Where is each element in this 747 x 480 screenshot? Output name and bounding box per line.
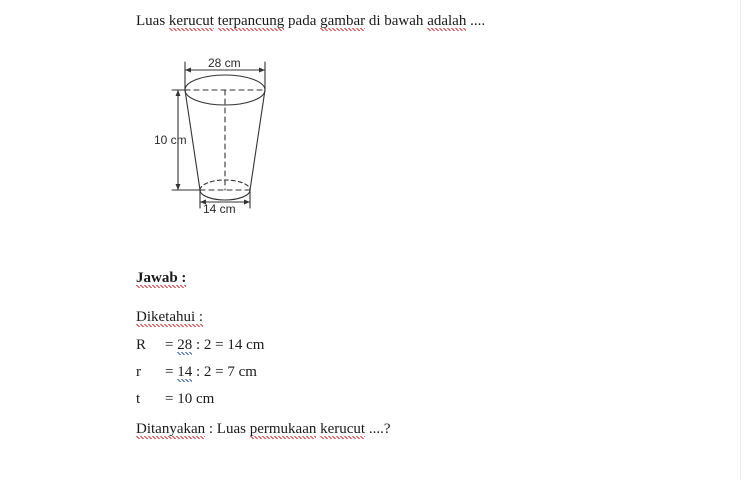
question-word-kerucut: kerucut [168,13,214,29]
question-word-terpancung: terpancung [217,13,285,29]
calc-result-t: 10 cm [177,391,215,407]
calc-row-r [136,364,257,381]
known-heading-text: Diketahui : [136,309,204,325]
right-slant-edge [250,90,265,190]
top-diameter-label: 28 cm [208,56,241,70]
calc-result-R: 14 cm [227,337,265,353]
known-heading [136,309,203,326]
question-word-gambar: gambar [320,13,366,29]
asked-word-permukaan: permukaan [249,421,317,437]
calc-result-r: 7 cm [227,364,257,380]
calc-row-R [136,337,264,354]
calc-row-t [136,391,214,408]
height-label: 10 cm [154,133,187,147]
question-mid-3: di bawah [365,13,428,29]
calc-given-R: 28 [177,337,193,353]
asked-word-kerucut: kerucut [320,421,366,437]
frustum-figure [150,50,310,225]
bottom-circle-front-arc [200,190,250,200]
asked-text [136,421,391,438]
calc-expression-r: = 14 : 2 = 7 cm [165,364,257,380]
bottom-diameter-label: 14 cm [203,202,236,216]
asked-label: Ditanyakan [136,421,206,437]
calc-given-r: 14 [177,364,193,380]
page-margin-rule [740,0,741,480]
question-suffix: .... [466,13,486,29]
question-mid-2: pada [284,13,321,29]
question-prefix: Luas [136,13,169,29]
question-text [136,11,485,31]
calc-symbol-r: r [136,364,141,380]
calc-expression-t: = 10 cm [165,391,215,407]
calc-expression-R: = 28 : 2 = 14 cm [165,337,265,353]
asked-suffix: ....? [365,421,391,437]
answer-heading-text: Jawab : [136,270,187,286]
asked-separator: : Luas [205,421,250,437]
calc-op-r: : 2 = [192,364,228,380]
answer-heading [136,270,186,287]
question-word-adalah: adalah [427,13,467,29]
calc-symbol-R: R [136,337,147,353]
calc-symbol-t: t [136,391,141,407]
calc-op-R: : 2 = [192,337,228,353]
left-slant-edge [185,90,200,190]
